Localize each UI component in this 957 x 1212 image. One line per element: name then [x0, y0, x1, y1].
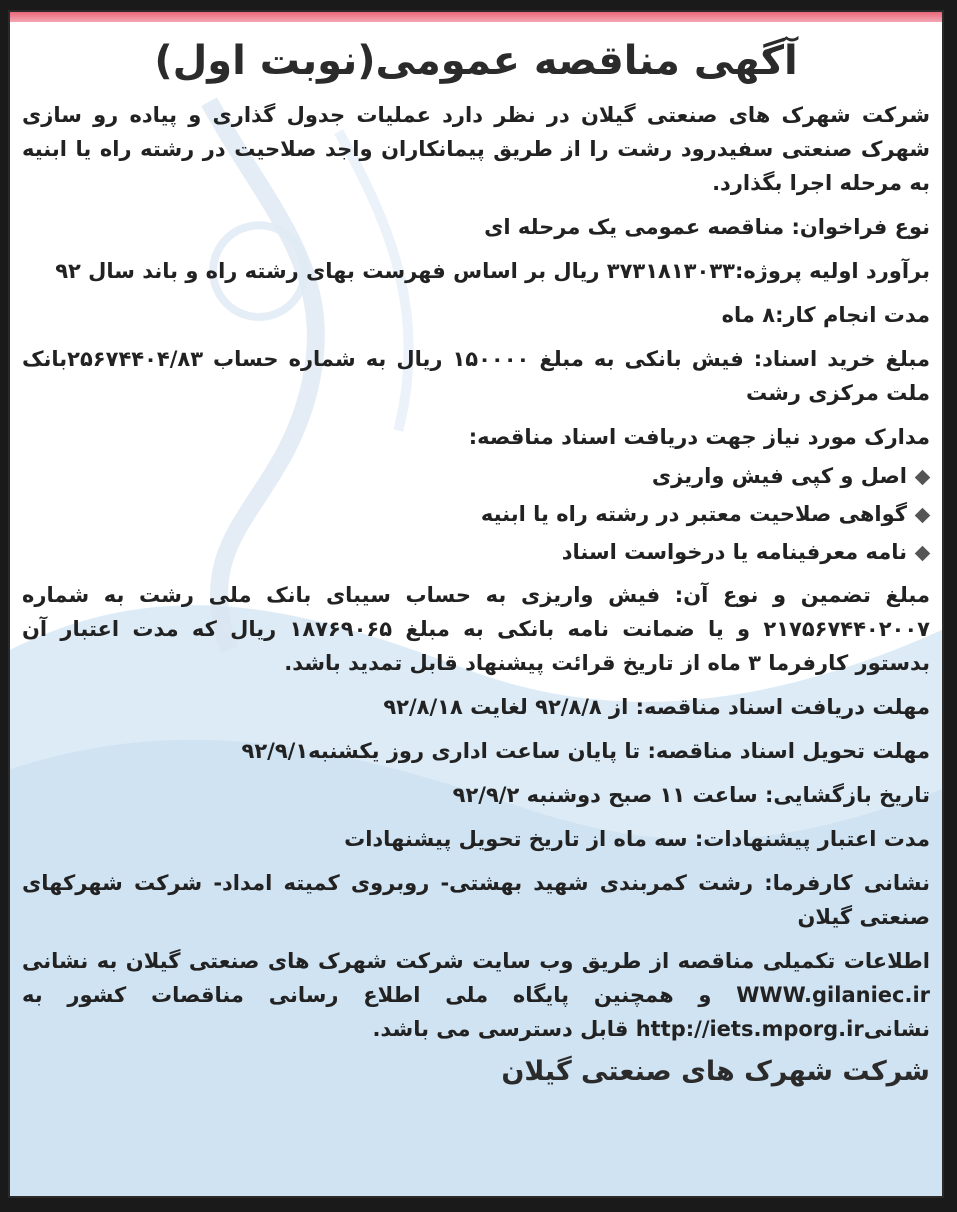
list-item: اصل و کپی فیش واریزی — [22, 458, 930, 494]
notice-title: آگهی مناقصه عمومی(نوبت اول) — [154, 38, 798, 84]
company-signature: شرکت شهرک های صنعتی گیلان — [501, 1056, 930, 1087]
document-price: مبلغ خرید اسناد: فیش بانکی به مبلغ ۱۵۰۰۰۰ ریال به شماره حساب ۲۵۶۷۴۴۰۴/۸۳بانک ملت مرکزی رشت — [22, 347, 930, 405]
work-duration: مدت انجام کار:۸ ماه — [721, 303, 930, 327]
receive-deadline: مهلت دریافت اسناد مناقصه: از ۹۲/۸/۸ لغایت ۹۲/۸/۱۸ — [383, 695, 930, 719]
intro-paragraph: شرکت شهرک های صنعتی گیلان در نظر دارد عملیات جدول گذاری و پیاده رو سازی شهرک صنعتی سفیدرود رشت را از طریق پیمانکاران واجد صلاحیت در رشته راه یا ابنیه به مرحله اجرا بگذارد. — [22, 103, 930, 195]
list-item: گواهی صلاحیت معتبر در رشته راه یا ابنیه — [22, 496, 930, 532]
diamond-bullet-icon — [915, 507, 931, 523]
call-type: نوع فراخوان: مناقصه عمومی یک مرحله ای — [484, 215, 930, 239]
submit-deadline: مهلت تحویل اسناد مناقصه: تا پایان ساعت اداری روز یکشنبه۹۲/۹/۱ — [241, 739, 930, 763]
offer-validity: مدت اعتبار پیشنهادات: سه ماه از تاریخ تحویل پیشنهادات — [344, 827, 930, 851]
employer-address: نشانی کارفرما: رشت کمربندی شهید بهشتی- روبروی کمیته امداد- شرکت شهرکهای صنعتی گیلان — [22, 871, 930, 929]
list-item: نامه معرفینامه یا درخواست اسناد — [22, 534, 930, 570]
docs-required-list — [22, 458, 930, 570]
more-info-paragraph: اطلاعات تکمیلی مناقصه از طریق وب سایت شرکت شهرک های صنعتی گیلان به نشانی WWW.gilaniec.ir و همچنین پایگاه ملی اطلاع رسانی مناقصات کشور به نشانیhttp://iets.mporg.ir قابل دسترسی می باشد. — [22, 949, 930, 1041]
diamond-bullet-icon — [915, 469, 931, 485]
notice-content — [22, 38, 930, 1087]
guarantee-paragraph: مبلغ تضمین و نوع آن: فیش واریزی به حساب سیبای بانک ملی رشت به شماره ۲۱۷۵۶۷۴۴۰۲۰۰۷ و یا ضمانت نامه بانکی به مبلغ ۱۸۷۶۹۰۶۵ ریال که مدت اعتبار آن بدستور کارفرما ۳ ماه از تاریخ قرائت پیشنهاد قابل تمدید باشد. — [22, 583, 931, 675]
diamond-bullet-icon — [915, 545, 931, 561]
docs-required-heading: مدارک مورد نیاز جهت دریافت اسناد مناقصه: — [468, 425, 930, 449]
project-estimate: برآورد اولیه پروژه:۳۷۳۱۸۱۳۰۳۳ ریال بر اساس فهرست بهای رشته راه و باند سال ۹۲ — [55, 259, 930, 283]
notice-frame — [8, 10, 944, 1198]
opening-date: تاریخ بازگشایی: ساعت ۱۱ صبح دوشنبه ۹۲/۹/۲ — [452, 783, 930, 807]
